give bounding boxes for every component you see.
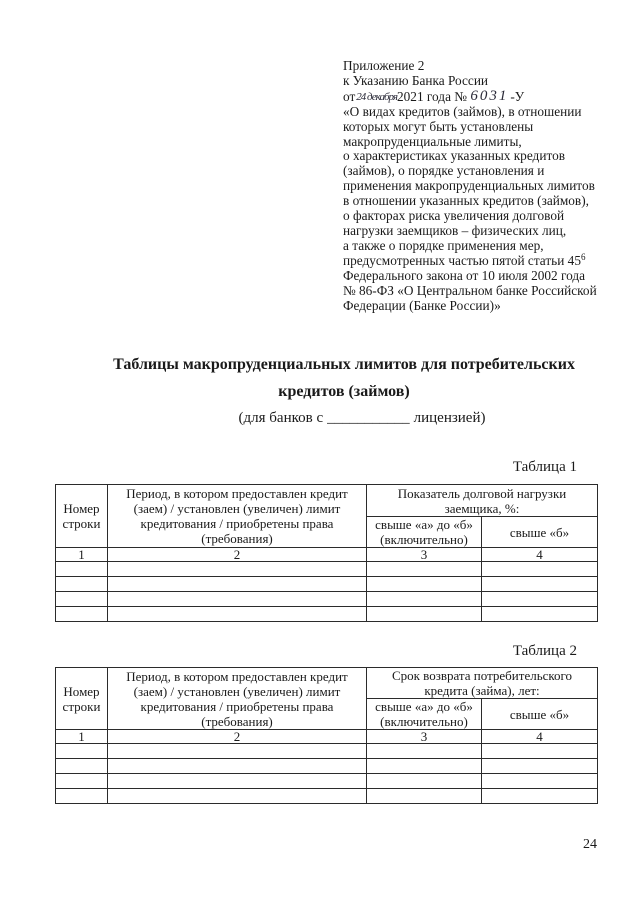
header-over-b [482, 699, 598, 730]
table-1 [55, 484, 598, 622]
table-row [56, 759, 598, 774]
table-row [56, 744, 598, 759]
header-line: свыше «б» [509, 524, 570, 540]
column-number: 2 [108, 548, 367, 562]
empty-cell [482, 607, 598, 622]
header-row-number [56, 485, 108, 548]
table-row [56, 607, 598, 622]
column-number: 4 [482, 730, 598, 744]
header-row [56, 668, 598, 699]
empty-cell [367, 607, 482, 622]
header-line: (заем) / установлен (увеличен) лимит [133, 501, 341, 516]
column-number: 4 [482, 548, 598, 562]
table-row [56, 577, 598, 592]
date-prefix: от [343, 88, 356, 104]
column-number: 3 [367, 548, 482, 562]
appendix-date-line [343, 89, 597, 105]
page-number: 24 [583, 837, 597, 852]
appendix-article-line [343, 251, 597, 269]
empty-cell [56, 744, 108, 759]
empty-cell [367, 789, 482, 804]
empty-cell [56, 592, 108, 607]
column-number: 3 [367, 730, 482, 744]
empty-cell [482, 759, 598, 774]
header-line: Номер [63, 501, 100, 516]
header-line: (требования) [201, 531, 273, 546]
table-row [56, 774, 598, 789]
header-line: кредитования / приобретены права [140, 516, 334, 531]
header-over-b [482, 517, 598, 548]
appendix-header [343, 59, 597, 313]
header-line: (заем) / установлен (увеличен) лимит [133, 683, 341, 699]
header-line: Срок возврата потребительского [391, 668, 573, 683]
header-line: кредитования / приобретены права [140, 698, 334, 714]
appendix-text-line: в отношении указанных кредитов (займов), [343, 193, 589, 209]
header-row [56, 485, 598, 517]
header-repayment-term-group [367, 668, 598, 699]
header-debt-burden-group [367, 485, 598, 517]
header-line: Номер [63, 683, 100, 699]
empty-cell [108, 744, 367, 759]
empty-cell [108, 607, 367, 622]
header-line: свыше «а» до «б» [375, 517, 473, 532]
handwritten-date: 24 декабря [356, 90, 397, 103]
empty-cell [482, 774, 598, 789]
header-over-a-to-b [367, 517, 482, 548]
appendix-text-line: (займов), о порядке установления и [343, 163, 545, 179]
empty-cell [367, 774, 482, 789]
header-period [108, 485, 367, 548]
empty-cell [367, 577, 482, 592]
column-number: 1 [56, 730, 108, 744]
appendix-text-line: о характеристиках указанных кредитов [343, 148, 566, 164]
handwritten-number: 6031 [470, 87, 509, 104]
header-line: строки [62, 698, 101, 714]
header-row-number [56, 668, 108, 730]
header-line: кредита (займа), лет: [424, 683, 540, 698]
header-line: свыше «б» [509, 706, 570, 722]
article-superscript: 6 [580, 251, 586, 262]
empty-cell [482, 789, 598, 804]
date-year: 2021 года № [397, 88, 467, 104]
appendix-text-line: применения макропруденциальных лимитов [343, 178, 595, 194]
header-line: Показатель долговой нагрузки [397, 485, 567, 501]
empty-cell [108, 774, 367, 789]
appendix-text-line: № 86-ФЗ «О Центральном банке Российской [343, 282, 597, 298]
appendix-text-line: Федерации (Банке России)» [343, 297, 501, 313]
empty-cell [367, 744, 482, 759]
header-line: Период, в котором предоставлен кредит [126, 668, 348, 684]
empty-cell [56, 577, 108, 592]
empty-cell [367, 592, 482, 607]
empty-cell [367, 562, 482, 577]
license-blank: ___________ [327, 410, 410, 426]
table-2 [55, 667, 598, 804]
empty-cell [108, 789, 367, 804]
document-subtitle [134, 408, 590, 428]
table-row [56, 592, 598, 607]
appendix-text-line: Федерального закона от 10 июля 2002 года [343, 267, 586, 283]
header-line: заемщика, %: [444, 500, 520, 516]
header-line: (включительно) [380, 714, 468, 729]
empty-cell [108, 562, 367, 577]
article-text: предусмотренных частью пятой статьи 45 [343, 252, 581, 268]
empty-cell [56, 789, 108, 804]
header-line: (требования) [201, 713, 273, 729]
header-line: строки [62, 516, 101, 531]
header-line: (включительно) [380, 532, 468, 547]
empty-cell [482, 562, 598, 577]
empty-cell [56, 562, 108, 577]
header-line: свыше «а» до «б» [375, 699, 473, 714]
number-suffix: -У [510, 88, 525, 104]
table-2-caption: Таблица 2 [512, 643, 577, 659]
column-number-row [56, 730, 598, 744]
appendix-text-line: о факторах риска увеличения долговой [343, 208, 565, 224]
subtitle-suffix: лицензией) [413, 410, 486, 426]
empty-cell [482, 744, 598, 759]
appendix-text-line: «О видах кредитов (займов), в отношении [343, 103, 582, 119]
empty-cell [482, 592, 598, 607]
subtitle-prefix: (для банков с [238, 410, 324, 426]
column-number: 2 [108, 730, 367, 744]
column-number-row [56, 548, 598, 562]
document-title-line-1: Таблицы макропруденциальных лимитов для потребительских [113, 356, 575, 373]
table-row [56, 789, 598, 804]
header-period [108, 668, 367, 730]
appendix-reference: к Указанию Банка России [343, 72, 489, 88]
header-line: Период, в котором предоставлен кредит [126, 486, 348, 501]
appendix-text-line: а также о порядке применения мер, [343, 237, 544, 253]
column-number: 1 [56, 548, 108, 562]
appendix-title: Приложение 2 [343, 58, 425, 73]
appendix-text-line: макропруденциальные лимиты, [343, 133, 522, 149]
empty-cell [56, 774, 108, 789]
empty-cell [108, 759, 367, 774]
empty-cell [108, 592, 367, 607]
table-1-caption: Таблица 1 [512, 459, 577, 475]
appendix-text-line: нагрузки заемщиков – физических лиц, [343, 222, 567, 238]
table-row [56, 562, 598, 577]
empty-cell [482, 577, 598, 592]
empty-cell [108, 577, 367, 592]
empty-cell [56, 759, 108, 774]
appendix-text-line: которых могут быть установлены [343, 118, 534, 134]
empty-cell [56, 607, 108, 622]
empty-cell [367, 759, 482, 774]
header-over-a-to-b [367, 699, 482, 730]
document-title-line-2: кредитов (займов) [278, 383, 410, 400]
